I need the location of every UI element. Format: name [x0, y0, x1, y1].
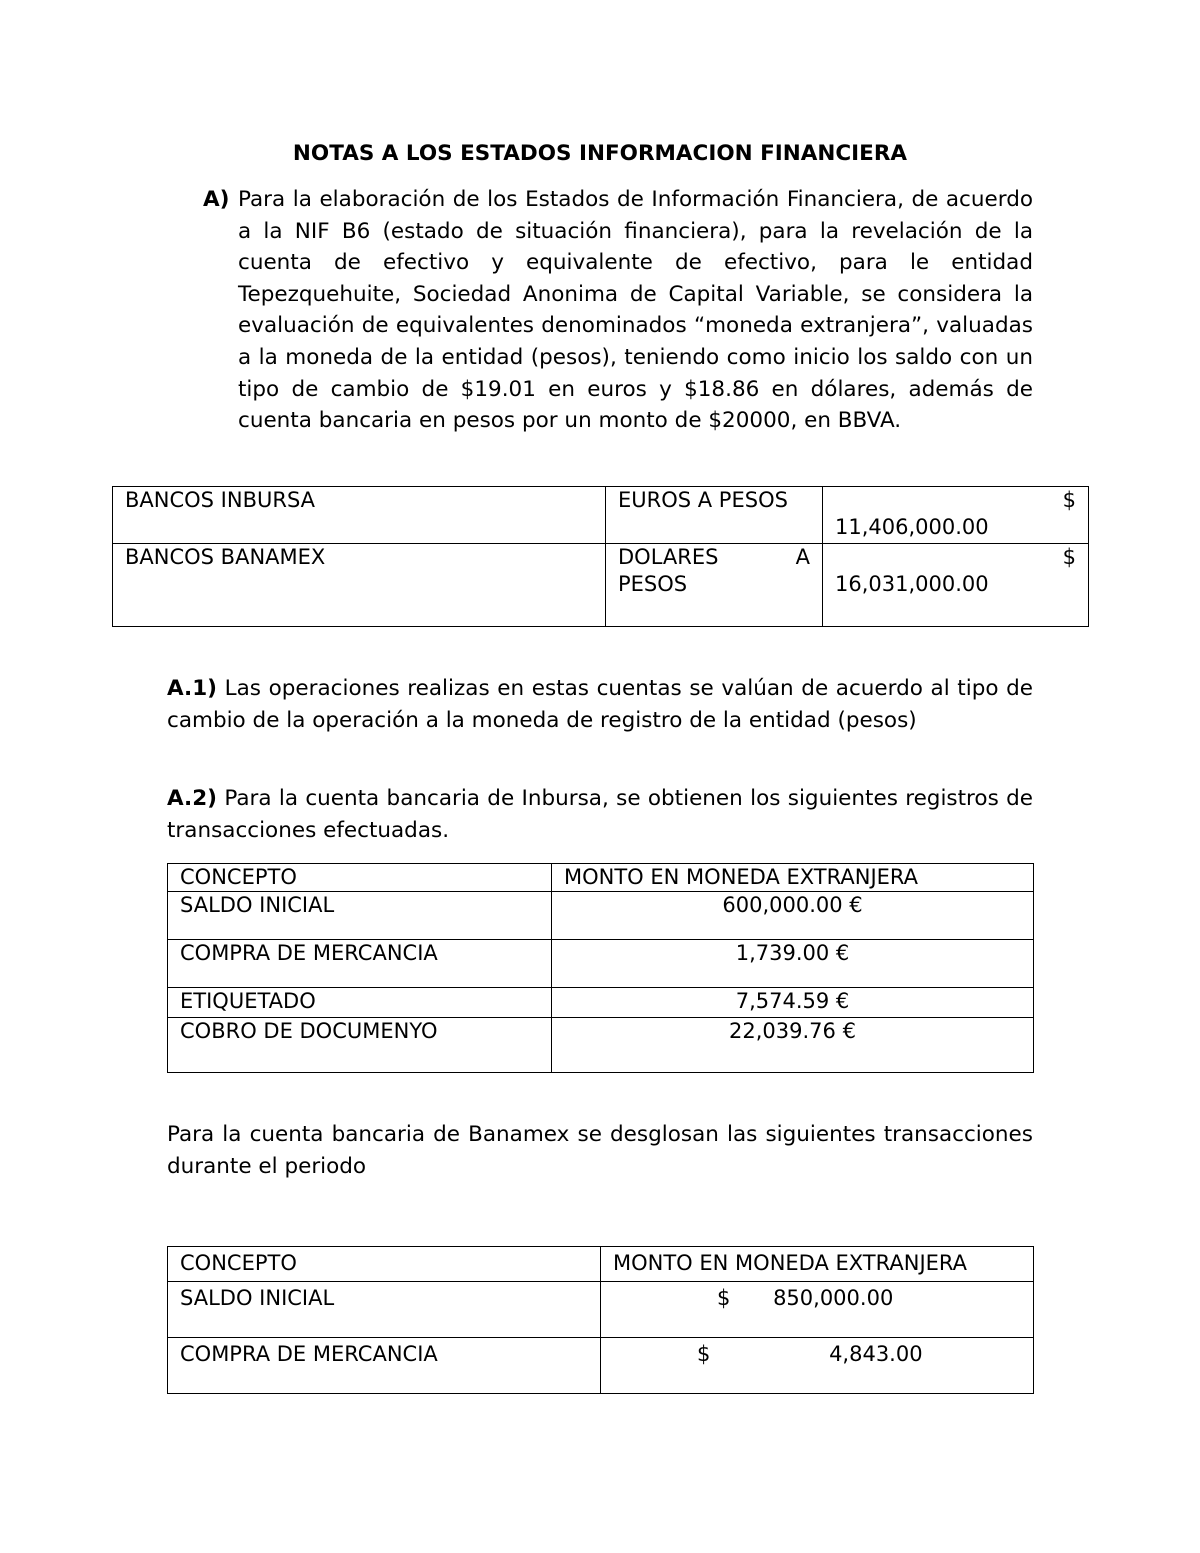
banks-table [112, 486, 1089, 627]
column-header: MONTO EN MONEDA EXTRANJERA [601, 1247, 1034, 1282]
bank-name: BANCOS BANAMEX [113, 544, 606, 627]
table-row [168, 1338, 1034, 1394]
table-row [168, 988, 1034, 1018]
amount-value: 850,000.00 [773, 1286, 894, 1310]
concept-cell: SALDO INICIAL [168, 892, 552, 940]
table-row [113, 487, 1089, 544]
concept-cell: ETIQUETADO [168, 988, 552, 1018]
table-row [168, 892, 1034, 940]
column-header: MONTO EN MONEDA EXTRANJERA [552, 864, 1034, 892]
currency-symbol: $ [1062, 545, 1076, 569]
bank-amount-cell [823, 487, 1089, 544]
table-row [168, 1282, 1034, 1338]
amount-cell [601, 1282, 1034, 1338]
bank-amount: 11,406,000.00 [835, 515, 989, 539]
table-header-row [168, 864, 1034, 892]
inbursa-table [167, 863, 1034, 1073]
banamex-intro: Para la cuenta bancaria de Banamex se desglosan las siguientes transacciones durante el periodo [167, 1122, 1033, 1179]
bank-conversion [606, 544, 823, 627]
bank-conversion: EUROS A PESOS [606, 487, 823, 544]
table-row [168, 1018, 1034, 1073]
amount-cell: 22,039.76 € [552, 1018, 1034, 1073]
amount-cell: 600,000.00 € [552, 892, 1034, 940]
note-a2 [167, 783, 1033, 846]
concept-cell: COMPRA DE MERCANCIA [168, 940, 552, 988]
concept-cell: COBRO DE DOCUMENYO [168, 1018, 552, 1073]
concept-cell: SALDO INICIAL [168, 1282, 601, 1338]
note-a-text: Para la elaboración de los Estados de Información Financiera, de acuerdo a la NIF B6 (estado de situación financiera), para la revelación de la cuenta de efectivo y equivalente de efectivo, para le entidad Tepezquehuite, Sociedad Anonima de Capital Variable, se considera la evaluación de equivalentes denominados “moneda extranjera”, valuadas a la moneda de la entidad (pesos), teniendo como inicio los saldo con un tipo de cambio de $19.01 en euros y $18.86 en dólares, además de cuenta bancaria en pesos por un monto de $20000, en BBVA. [238, 187, 1033, 434]
amount-cell: 7,574.59 € [552, 988, 1034, 1018]
table-header-row [168, 1247, 1034, 1282]
conversion-word: DOLARES [618, 545, 719, 569]
currency-symbol: $ [717, 1286, 731, 1310]
bank-name: BANCOS INBURSA [113, 487, 606, 544]
column-header: CONCEPTO [168, 864, 552, 892]
note-a1-text: Las operaciones realizas en estas cuentas se valúan de acuerdo al tipo de cambio de la operación a la moneda de registro de la entidad (pesos) [167, 676, 1033, 733]
currency-symbol: $ [697, 1342, 711, 1366]
banamex-table [167, 1246, 1034, 1394]
note-a2-text: Para la cuenta bancaria de Inbursa, se obtienen los siguientes registros de transacciones efectuadas. [167, 786, 1033, 843]
page-title: NOTAS A LOS ESTADOS INFORMACION FINANCIERA [292, 141, 908, 166]
note-a2-label: A.2) [167, 786, 217, 811]
concept-cell: COMPRA DE MERCANCIA [168, 1338, 601, 1394]
amount-value: 4,843.00 [829, 1342, 923, 1366]
amount-cell [601, 1338, 1034, 1394]
amount-cell: 1,739.00 € [552, 940, 1034, 988]
bank-amount: 16,031,000.00 [835, 572, 989, 596]
column-header: CONCEPTO [168, 1247, 601, 1282]
conversion-word: A [795, 545, 810, 569]
note-a-label: A) [203, 187, 230, 212]
conversion-word: PESOS [618, 572, 688, 596]
currency-symbol: $ [1062, 488, 1076, 512]
note-a1-label: A.1) [167, 676, 217, 701]
table-row [168, 940, 1034, 988]
bank-amount-cell [823, 544, 1089, 627]
note-a1 [167, 673, 1033, 736]
table-row [113, 544, 1089, 627]
